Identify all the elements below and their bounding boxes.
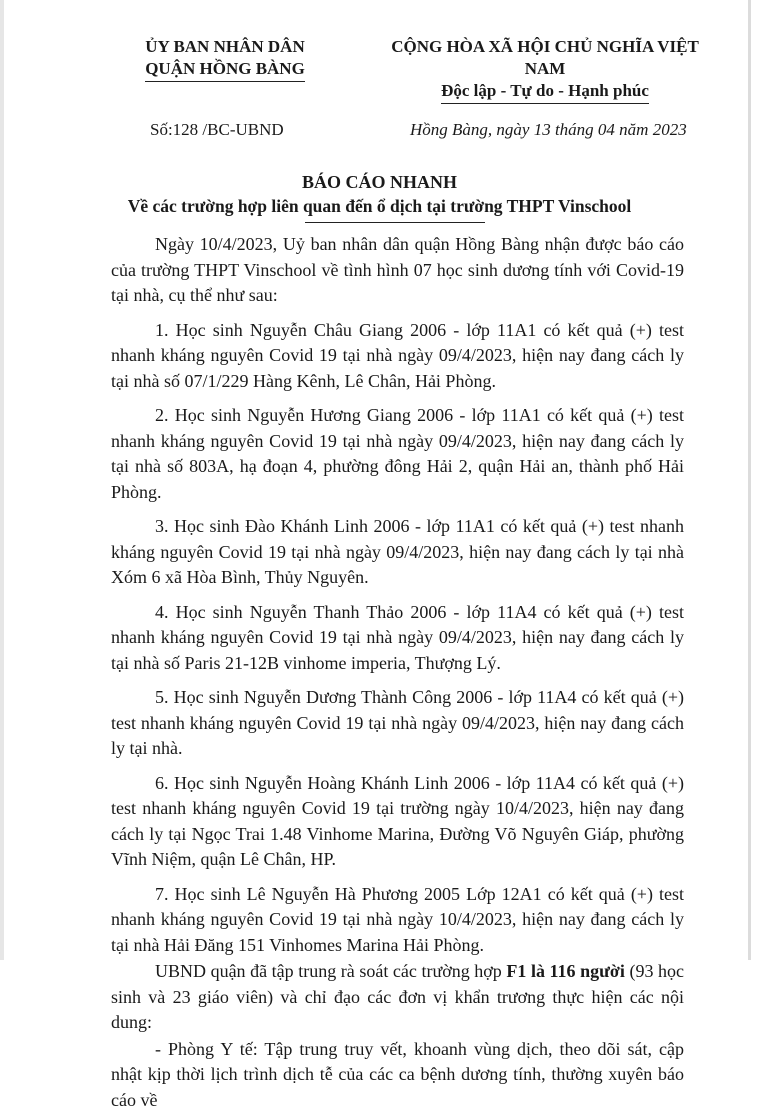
document-body — [111, 232, 684, 1114]
page-right-edge — [748, 0, 751, 960]
health-dept-paragraph: - Phòng Y tế: Tập trung truy vết, khoanh vùng dịch, theo dõi sát, cập nhật kịp thời lịch trình dịch tễ của các ca bệnh dương tính, thường xuyên báo cáo về — [111, 1038, 684, 1110]
intro-paragraph: Ngày 10/4/2023, Uỷ ban nhân dân quận Hồng Bàng nhận được báo cáo của trường THPT Vinschool về tình hình 07 học sinh dương tính với Covid-19 tại nhà, cụ thể như sau: — [111, 234, 684, 305]
summary-text: UBND quận đã tập trung rà soát các trường hợp — [155, 961, 507, 981]
case-item: 7. Học sinh Lê Nguyễn Hà Phương 2005 Lớp 12A1 có kết quả (+) test nhanh kháng nguyên Covid 19 tại nhà ngày 10/4/2023, hiện nay đang cách ly tại nhà Hải Đăng 151 Vinhomes Marina Hải Phòng. — [111, 883, 684, 955]
case-item: 1. Học sinh Nguyễn Châu Giang 2006 - lớp 11A1 có kết quả (+) test nhanh kháng nguyên Covid 19 tại nhà ngày 09/4/2023, hiện nay đang cách ly tại nhà số 07/1/229 Hàng Kênh, Lê Chân, Hải Phòng. — [111, 319, 684, 391]
summary-text-rest: (93 học sinh và 23 giáo viên) và chỉ đạo các đơn vị khẩn trương thực hiện các nội dung: — [111, 961, 685, 1032]
case-item: 4. Học sinh Nguyễn Thanh Thảo 2006 - lớp 11A4 có kết quả (+) test nhanh kháng nguyên Covid 19 tại nhà ngày 09/4/2023, hiện nay đang cách ly tại nhà số Paris 21-12B vinhome imperia, Thượng Lý. — [111, 601, 684, 673]
country-name: CỘNG HÒA XÃ HỘI CHỦ NGHĨA VIỆT NAM — [391, 37, 699, 78]
case-item: 6. Học sinh Nguyễn Hoàng Khánh Linh 2006 - lớp 11A4 có kết quả (+) test nhanh kháng nguyên Covid 19 tại trường ngày 10/4/2023, hiện nay đang cách ly tại Ngọc Trai 1.48 Vinhome Marina, Đường Võ Nguyên Giáp, phường Vĩnh Niệm, quận Lê Chân, HP. — [111, 772, 684, 869]
summary-f1-count: F1 là 116 người — [506, 961, 625, 981]
summary-paragraph — [111, 959, 684, 1036]
national-motto — [380, 36, 710, 104]
place-date: Hồng Bàng, ngày 13 tháng 04 năm 2023 — [410, 120, 687, 139]
document-title: BÁO CÁO NHANH — [301, 172, 457, 192]
page-left-edge — [0, 0, 4, 960]
authority-line-1: ỦY BAN NHÂN DÂN — [145, 37, 305, 56]
document-subtitle: Về các trường hợp liên quan đến ổ dịch tại trường THPT Vinschool — [127, 196, 632, 216]
issuing-authority — [130, 36, 320, 82]
authority-line-2: QUẬN HỒNG BÀNG — [145, 58, 305, 82]
case-item: 3. Học sinh Đào Khánh Linh 2006 - lớp 11A1 có kết quả (+) test nhanh kháng nguyên Covid 19 tại nhà ngày 09/4/2023, hiện nay đang cách ly tại nhà Xóm 6 xã Hòa Bình, Thủy Nguyên. — [111, 516, 684, 587]
case-item: 5. Học sinh Nguyễn Dương Thành Công 2006 - lớp 11A4 có kết quả (+) test nhanh kháng nguyên Covid 19 tại nhà ngày 09/4/2023, hiện nay đang cách ly tại nhà. — [111, 687, 684, 758]
document-number: Số:128 /BC-UBND — [150, 120, 284, 139]
subtitle-underline — [305, 222, 485, 223]
case-item: 2. Học sinh Nguyễn Hương Giang 2006 - lớp 11A1 có kết quả (+) test nhanh kháng nguyên Covid 19 tại nhà ngày 09/4/2023, hiện nay đang cách ly tại nhà số 803A, hạ đoạn 4, phường đông Hải 2, quận Hải an, thành phố Hải Phòng. — [111, 405, 684, 502]
motto: Độc lập - Tự do - Hạnh phúc — [441, 80, 649, 104]
